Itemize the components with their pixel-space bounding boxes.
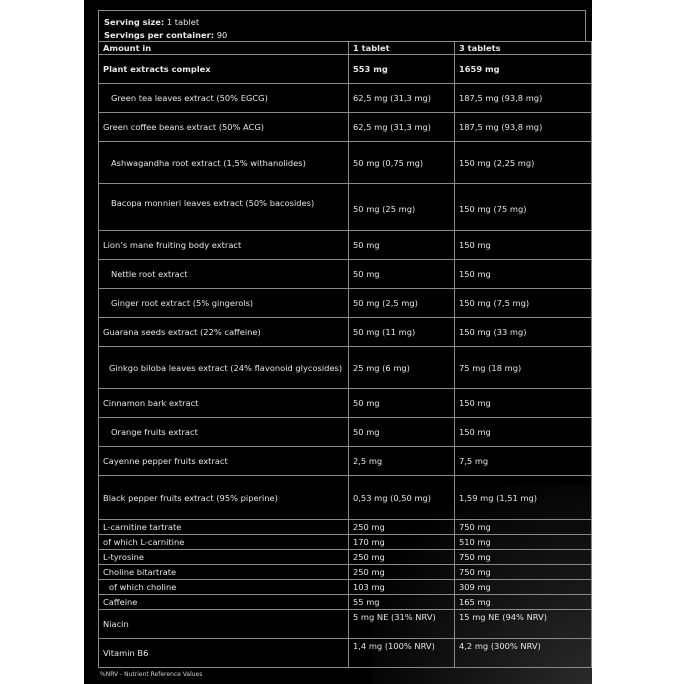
amount-3-tablets: 150 mg — [455, 260, 592, 289]
amount-3-tablets: 1,59 mg (1,51 mg) — [455, 476, 592, 520]
amount-1-tablet: 170 mg — [349, 535, 455, 550]
amount-1-tablet: 103 mg — [349, 580, 455, 595]
amount-3-tablets: 165 mg — [455, 595, 592, 610]
amount-3-tablets: 150 mg (75 mg) — [455, 184, 592, 231]
amount-1-tablet: 50 mg — [349, 389, 455, 418]
amount-1-tablet: 250 mg — [349, 520, 455, 535]
amount-3-tablets: 750 mg — [455, 520, 592, 535]
amount-1-tablet: 250 mg — [349, 565, 455, 580]
serving-size-value: 1 tablet — [166, 17, 200, 27]
amount-1-tablet: 553 mg — [349, 55, 455, 84]
ingredient-name: of which L-carnitine — [99, 535, 349, 550]
amount-3-tablets: 750 mg — [455, 565, 592, 580]
amount-1-tablet: 50 mg — [349, 231, 455, 260]
table-row — [99, 184, 592, 231]
amount-3-tablets: 1659 mg — [455, 55, 592, 84]
nrv-footnote: %NRV - Nutrient Reference Values — [100, 671, 203, 678]
serving-info — [98, 10, 586, 42]
amount-1-tablet: 25 mg (6 mg) — [349, 347, 455, 389]
servings-per-container-value: 90 — [216, 30, 228, 40]
table-row — [99, 610, 592, 639]
amount-3-tablets: 150 mg — [455, 418, 592, 447]
amount-3-tablets: 15 mg NE (94% NRV) — [455, 610, 592, 639]
ingredient-name: Cayenne pepper fruits extract — [99, 447, 349, 476]
servings-per-container-label: Servings per container: — [104, 30, 215, 40]
amount-1-tablet: 62,5 mg (31,3 mg) — [349, 84, 455, 113]
table-header-row — [99, 42, 592, 55]
ingredient-name: Green tea leaves extract (50% EGCG) — [99, 84, 349, 113]
amount-1-tablet: 0,53 mg (0,50 mg) — [349, 476, 455, 520]
ingredient-name: Ginkgo biloba leaves extract (24% flavonoid glycosides) — [99, 347, 349, 389]
table-row — [99, 389, 592, 418]
amount-3-tablets: 150 mg — [455, 389, 592, 418]
ingredient-name: Nettle root extract — [99, 260, 349, 289]
amount-3-tablets: 150 mg (2,25 mg) — [455, 142, 592, 184]
amount-3-tablets: 150 mg (7,5 mg) — [455, 289, 592, 318]
ingredient-name: L-tyrosine — [99, 550, 349, 565]
ingredient-name: of which choline — [99, 580, 349, 595]
amount-3-tablets: 75 mg (18 mg) — [455, 347, 592, 389]
ingredient-name: Ginger root extract (5% gingerols) — [99, 289, 349, 318]
ingredient-name: Vitamin B6 — [99, 639, 349, 668]
amount-1-tablet: 50 mg (11 mg) — [349, 318, 455, 347]
amount-1-tablet: 5 mg NE (31% NRV) — [349, 610, 455, 639]
amount-3-tablets: 750 mg — [455, 550, 592, 565]
table-row — [99, 113, 592, 142]
ingredient-name: Bacopa monnieri leaves extract (50% bacosides) — [99, 184, 349, 231]
ingredient-name: Plant extracts complex — [99, 55, 349, 84]
amount-1-tablet: 1,4 mg (100% NRV) — [349, 639, 455, 668]
table-row — [99, 580, 592, 595]
table-row — [99, 347, 592, 389]
amount-1-tablet: 50 mg (0,75 mg) — [349, 142, 455, 184]
amount-3-tablets: 510 mg — [455, 535, 592, 550]
amount-1-tablet: 50 mg (25 mg) — [349, 184, 455, 231]
ingredient-name: Caffeine — [99, 595, 349, 610]
table-row — [99, 550, 592, 565]
amount-1-tablet: 50 mg — [349, 260, 455, 289]
ingredient-name: Guarana seeds extract (22% caffeine) — [99, 318, 349, 347]
servings-per-container-line — [104, 30, 227, 40]
ingredient-name: Niacin — [99, 610, 349, 639]
table-row — [99, 418, 592, 447]
amount-1-tablet: 55 mg — [349, 595, 455, 610]
column-header-1-tablet: 1 tablet — [349, 42, 455, 55]
amount-3-tablets: 187,5 mg (93,8 mg) — [455, 113, 592, 142]
column-header-amount: Amount in — [99, 42, 349, 55]
amount-3-tablets: 150 mg (33 mg) — [455, 318, 592, 347]
table-row — [99, 565, 592, 580]
amount-1-tablet: 250 mg — [349, 550, 455, 565]
table-row — [99, 639, 592, 668]
table-row — [99, 595, 592, 610]
amount-3-tablets: 7,5 mg — [455, 447, 592, 476]
amount-1-tablet: 62,5 mg (31,3 mg) — [349, 113, 455, 142]
table-row — [99, 520, 592, 535]
table-row — [99, 142, 592, 184]
amount-1-tablet: 2,5 mg — [349, 447, 455, 476]
table-row — [99, 447, 592, 476]
ingredient-name: Cinnamon bark extract — [99, 389, 349, 418]
amount-3-tablets: 4,2 mg (300% NRV) — [455, 639, 592, 668]
table-row — [99, 318, 592, 347]
ingredient-name: Lion’s mane fruiting body extract — [99, 231, 349, 260]
ingredient-name: L-carnitine tartrate — [99, 520, 349, 535]
table-row — [99, 535, 592, 550]
amount-1-tablet: 50 mg — [349, 418, 455, 447]
ingredient-name: Choline bitartrate — [99, 565, 349, 580]
amount-3-tablets: 150 mg — [455, 231, 592, 260]
table-row — [99, 231, 592, 260]
ingredient-name: Green coffee beans extract (50% ACG) — [99, 113, 349, 142]
table-row — [99, 289, 592, 318]
serving-size-label: Serving size: — [104, 17, 165, 27]
table-row — [99, 476, 592, 520]
column-header-3-tablets: 3 tablets — [455, 42, 592, 55]
amount-3-tablets: 187,5 mg (93,8 mg) — [455, 84, 592, 113]
ingredient-name: Ashwagandha root extract (1,5% withanolides) — [99, 142, 349, 184]
ingredient-name: Black pepper fruits extract (95% piperine) — [99, 476, 349, 520]
nutrition-table — [98, 41, 592, 668]
amount-1-tablet: 50 mg (2,5 mg) — [349, 289, 455, 318]
amount-3-tablets: 309 mg — [455, 580, 592, 595]
table-row — [99, 84, 592, 113]
table-row — [99, 260, 592, 289]
ingredient-name: Orange fruits extract — [99, 418, 349, 447]
serving-size-line — [104, 17, 199, 27]
table-row — [99, 55, 592, 84]
